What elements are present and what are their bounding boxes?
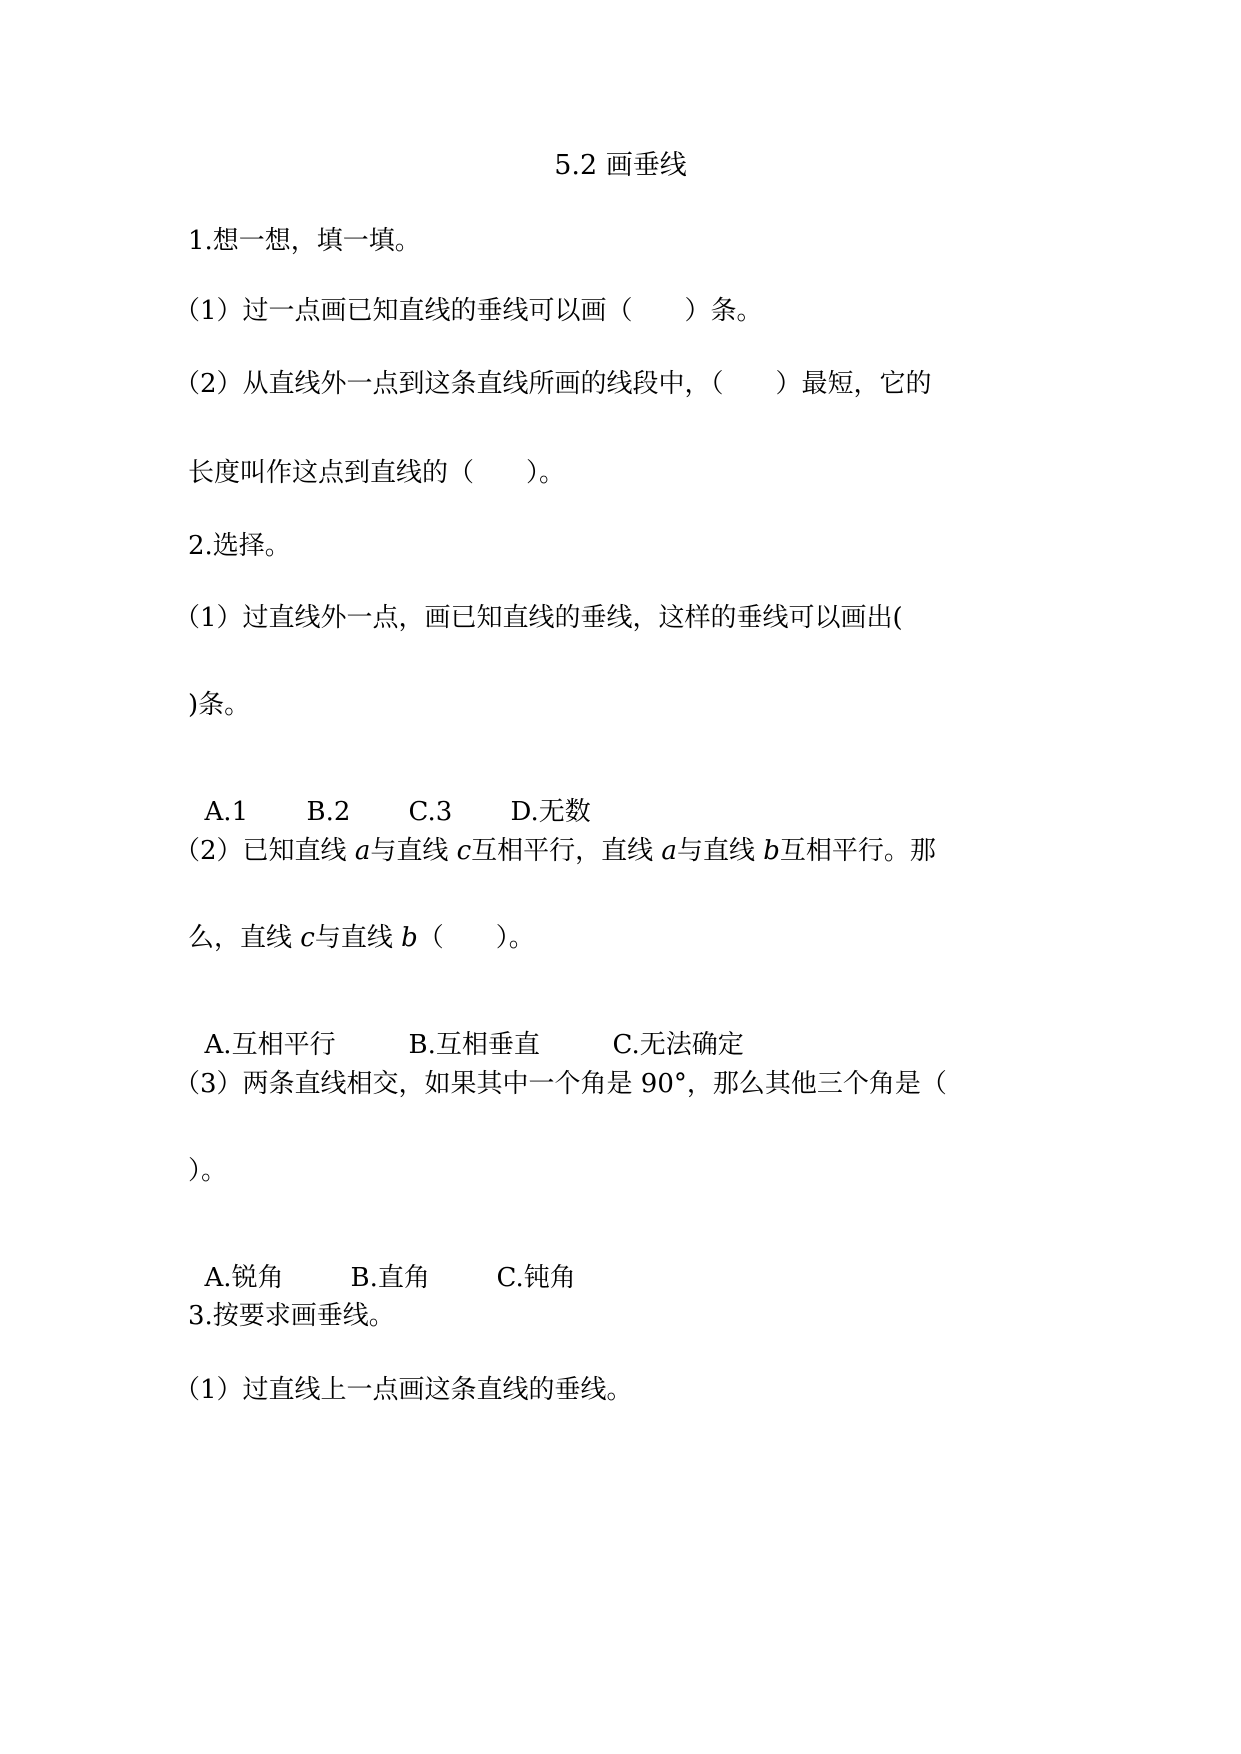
variable-b: b [401, 923, 418, 953]
text-segment: 与直线 [370, 836, 457, 866]
question-1-heading: 1.想一想，填一填。 [188, 226, 421, 256]
option-c: C.无法确定 [612, 1030, 744, 1060]
text-segment: 互相平行，直线 [471, 836, 662, 866]
text-segment: （ ）。 [417, 923, 535, 953]
option-b: B.直角 [350, 1263, 430, 1293]
option-a: A.互相平行 [204, 1030, 336, 1060]
option-d: D.无数 [510, 797, 591, 827]
option-a: A.锐角 [204, 1263, 284, 1293]
text-segment: （2）已知直线 [174, 836, 355, 866]
question-2-item-3-line-1: （3）两条直线相交，如果其中一个角是 90°，那么其他三个角是（ [174, 1069, 947, 1099]
variable-b: b [763, 836, 780, 866]
option-c: C.3 [408, 797, 453, 827]
question-2-heading: 2.选择。 [188, 531, 291, 561]
question-2-item-2-options [188, 994, 744, 1062]
option-c: C.钝角 [496, 1263, 576, 1293]
option-b: B.互相垂直 [408, 1030, 540, 1060]
option-b: B.2 [306, 797, 351, 827]
question-2-item-3-options [188, 1227, 576, 1295]
question-2-item-2-line-2 [188, 921, 535, 955]
question-2-item-1-options [188, 761, 591, 829]
question-3-item-1: （1）过直线上一点画这条直线的垂线。 [174, 1375, 633, 1405]
variable-a: a [354, 836, 371, 866]
question-1-item-2-line-2: 长度叫作这点到直线的（ ）。 [188, 458, 566, 488]
question-2-item-3-line-2: ）。 [188, 1156, 228, 1186]
variable-a: a [661, 836, 677, 866]
text-segment: 与直线 [676, 836, 764, 866]
question-2-item-1-line-2: )条。 [188, 690, 251, 720]
question-3-heading: 3.按要求画垂线。 [188, 1301, 395, 1331]
question-1-item-1: （1）过一点画已知直线的垂线可以画（ ）条。 [174, 296, 763, 326]
page-title: 5.2 画垂线 [554, 150, 687, 181]
variable-c: c [456, 836, 472, 866]
question-2-item-1-line-1: （1）过直线外一点，画已知直线的垂线，这样的垂线可以画出( [174, 603, 903, 633]
text-segment: 互相平行。那 [779, 836, 936, 866]
question-1-item-2-line-1: （2）从直线外一点到这条直线所画的线段中，（ ）最短，它的 [174, 369, 932, 399]
variable-c: c [300, 923, 315, 953]
question-2-item-2-line-1 [174, 834, 936, 868]
text-segment: 与直线 [314, 923, 402, 953]
option-a: A.1 [204, 797, 249, 827]
text-segment: 么，直线 [188, 923, 301, 953]
